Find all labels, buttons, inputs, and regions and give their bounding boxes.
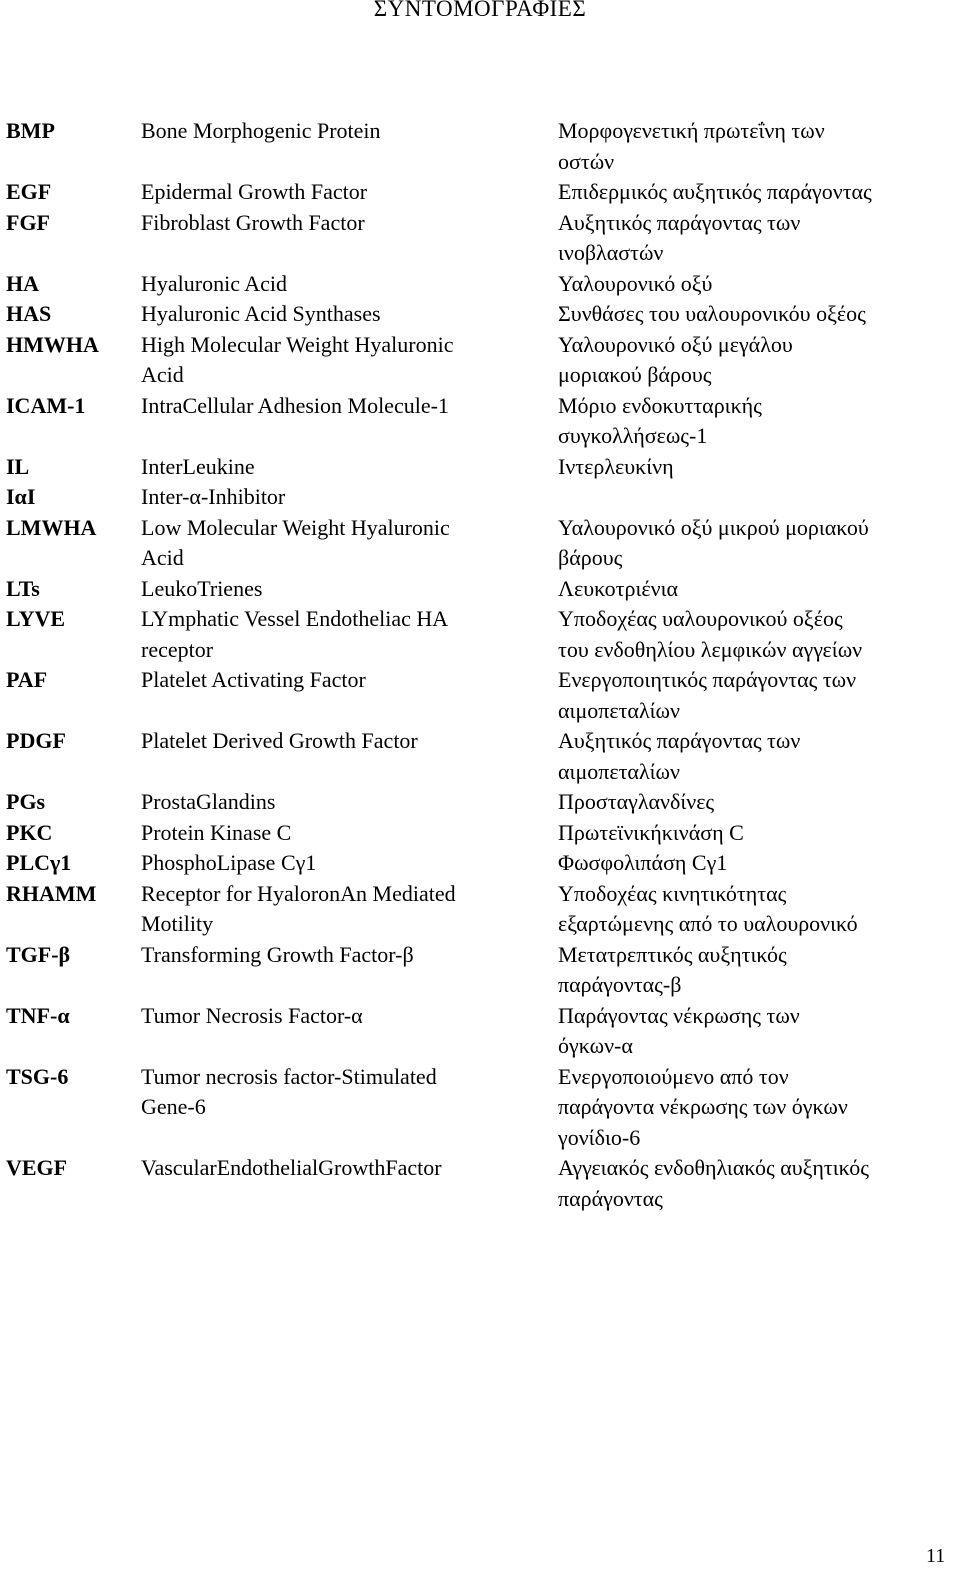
- greek-term: Αυξητικός παράγοντας των ινοβλαστών: [558, 209, 801, 265]
- english-term: Tumor Necrosis Factor-α: [141, 1002, 363, 1028]
- abbreviation-row: [6, 299, 950, 330]
- greek-term: Συνθάσες του υαλουρονικόυ οξέος: [558, 301, 866, 326]
- abbreviation: LYVE: [6, 606, 66, 631]
- abbreviation: TSG-6: [6, 1063, 69, 1089]
- greek-term: Επιδερμικός αυξητικός παράγοντας: [558, 179, 872, 204]
- greek-term: [558, 482, 950, 513]
- abbreviation-row: [6, 848, 950, 879]
- greek-term: Μόριο ενδοκυτταρικής συγκολλήσεως-1: [558, 392, 762, 448]
- english-term: Bone Morphogenic Protein: [141, 118, 381, 143]
- abbreviation: RHAMM: [6, 880, 97, 906]
- greek-term: Αυξητικός παράγοντας των αιμοπεταλίων: [558, 728, 801, 784]
- abbreviation-row: [6, 177, 950, 208]
- english-term: IntraCellular Adhesion Molecule-1: [141, 392, 449, 418]
- abbreviation-row: [6, 208, 950, 269]
- abbreviation-row: [6, 1062, 950, 1154]
- page-number: 11: [926, 1545, 946, 1567]
- abbreviation-row: [6, 818, 950, 849]
- abbreviation-row: [6, 269, 950, 300]
- english-term: Transforming Growth Factor-β: [141, 941, 414, 967]
- greek-term: Υποδοχέας κινητικότητας εξαρτώμενης από το υαλουρονικό: [558, 880, 858, 936]
- english-term: Hyaluronic Acid: [141, 270, 288, 296]
- abbreviation: PLCγ1: [6, 850, 72, 875]
- english-term: High Molecular Weight Hyaluronic Acid: [141, 331, 454, 387]
- abbreviation-row: [6, 665, 950, 726]
- english-term: LeukoTrienes: [141, 575, 263, 601]
- abbreviation: PAF: [6, 667, 48, 692]
- abbreviation: LTs: [6, 575, 40, 601]
- greek-term: Μορφογενετική πρωτεΐνη των οστών: [558, 118, 825, 174]
- english-term: Epidermal Growth Factor: [141, 179, 368, 204]
- abbreviation: IL: [6, 453, 30, 479]
- english-term: Platelet Derived Growth Factor: [141, 728, 418, 753]
- abbreviation-row: [6, 1153, 950, 1214]
- english-term: InterLeukine: [141, 453, 255, 479]
- greek-term: Υαλουρονικό οξύ: [558, 270, 713, 296]
- abbreviation-row: [6, 391, 950, 452]
- english-term: Hyaluronic Acid Synthases: [141, 301, 381, 326]
- greek-term: Ενεργοποιούμενο από τον παράγοντα νέκρωσης των όγκων γονίδιο-6: [558, 1063, 848, 1150]
- greek-term: Υποδοχέας υαλουρονικού οξέος του ενδοθηλίου λεμφικών αγγείων: [558, 606, 863, 662]
- english-term: Inter-α-Inhibitor: [141, 484, 286, 509]
- abbreviation: LMWHA: [6, 514, 97, 540]
- greek-term: Υαλουρονικό οξύ μικρού μοριακού βάρους: [558, 514, 869, 570]
- greek-term: Πρωτεϊνικήκινάση C: [558, 819, 744, 845]
- english-term: VascularEndothelialGrowthFactor: [141, 1155, 442, 1180]
- abbreviation: PKC: [6, 819, 53, 845]
- page-title: ΣΥΝΤΟΜΟΓΡΑΦΙΕΣ: [373, 0, 587, 21]
- greek-term: Υαλουρονικό οξύ μεγάλου μοριακού βάρους: [558, 331, 793, 387]
- abbreviation-row: [6, 604, 950, 665]
- greek-term: Ιντερλευκίνη: [558, 453, 674, 479]
- abbreviation: VEGF: [6, 1155, 68, 1180]
- abbreviation: HMWHA: [6, 331, 99, 357]
- abbreviation-row: [6, 574, 950, 605]
- english-term: LYmphatic Vessel Endotheliac HA receptor: [141, 606, 449, 662]
- english-term: Low Molecular Weight Hyaluronic Acid: [141, 514, 450, 570]
- abbreviation: PDGF: [6, 728, 66, 753]
- abbreviation: EGF: [6, 179, 52, 204]
- abbreviation: PGs: [6, 789, 46, 814]
- abbreviation: FGF: [6, 209, 50, 235]
- abbreviation-row: [6, 482, 950, 513]
- greek-term: Λευκοτριένια: [558, 575, 679, 601]
- abbreviation-row: [6, 879, 950, 940]
- english-term: Fibroblast Growth Factor: [141, 209, 365, 235]
- abbreviation: TGF-β: [6, 941, 71, 967]
- abbreviation-row: [6, 452, 950, 483]
- abbreviation-row: [6, 513, 950, 574]
- abbreviation-row: [6, 787, 950, 818]
- abbreviation: TNF-α: [6, 1002, 70, 1028]
- greek-term: Φωσφολιπάση Cγ1: [558, 850, 728, 875]
- greek-term: Προσταγλανδίνες: [558, 789, 715, 814]
- abbreviation-row: [6, 116, 950, 177]
- english-term: PhosphoLipase Cγ1: [141, 850, 317, 875]
- abbreviation: BMP: [6, 118, 55, 143]
- abbreviation-row: [6, 726, 950, 787]
- english-term: Protein Kinase C: [141, 819, 292, 845]
- abbreviation: HA: [6, 270, 39, 296]
- abbreviation: ICAM-1: [6, 392, 86, 418]
- english-term: Platelet Activating Factor: [141, 667, 366, 692]
- english-term: ProstaGlandins: [141, 789, 276, 814]
- abbreviation-row: [6, 1001, 950, 1062]
- abbreviation-row: [6, 330, 950, 391]
- abbreviation: HAS: [6, 301, 52, 326]
- abbreviations-table: [6, 116, 950, 1214]
- abbreviation-row: [6, 940, 950, 1001]
- english-term: Tumor necrosis factor-Stimulated Gene-6: [141, 1063, 437, 1119]
- greek-term: Ενεργοποιητικός παράγοντας των αιμοπεταλίων: [558, 667, 857, 723]
- greek-term: Παράγοντας νέκρωσης των όγκων-α: [558, 1002, 800, 1058]
- abbreviation: ΙαΙ: [6, 484, 36, 509]
- greek-term: Μετατρεπτικός αυξητικός παράγοντας-β: [558, 941, 787, 997]
- english-term: Receptor for HyaloronAn Mediated Motility: [141, 880, 456, 936]
- greek-term: Αγγειακός ενδοθηλιακός αυξητικός παράγοντας: [558, 1155, 869, 1211]
